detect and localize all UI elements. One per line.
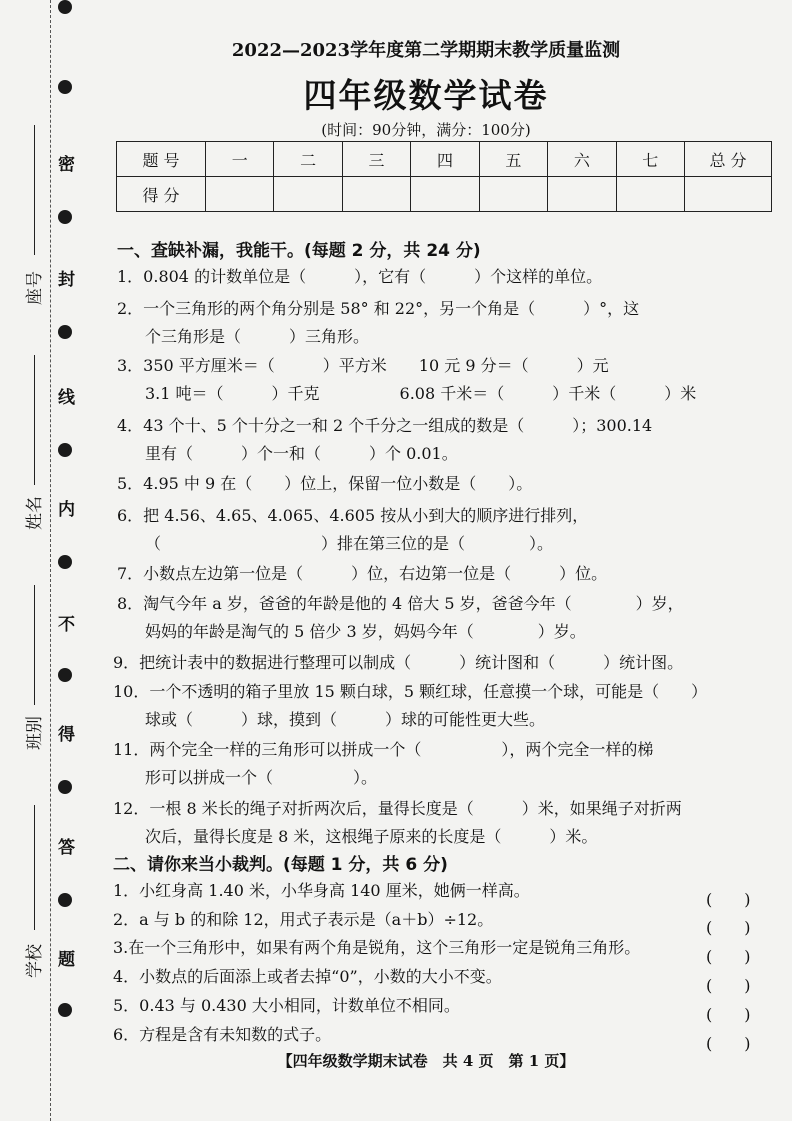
time-info: (时间：90分钟，满分：100分): [321, 121, 531, 139]
seal-char: 不: [58, 615, 75, 635]
question-line: 7．小数点左边第一位是（ ）位，右边第一位是（ ）位。: [117, 564, 608, 583]
seal-char: 答: [58, 838, 75, 858]
question-line: 8．淘气今年 a 岁，爸爸的年龄是他的 4 倍大 5 岁，爸爸今年（ ）岁，: [117, 594, 684, 613]
answer-parens[interactable]: ( ): [706, 976, 751, 995]
seal-char: 题: [58, 950, 75, 970]
seal-char: 密: [58, 155, 75, 175]
score-table-header: 一: [206, 142, 274, 177]
score-cell[interactable]: [411, 177, 479, 212]
score-table-header: 题 号: [117, 142, 206, 177]
score-cell[interactable]: [274, 177, 342, 212]
judge-item: 4．小数点的后面添上或者去掉“0”，小数的大小不变。: [113, 967, 502, 986]
question-line: 10．一个不透明的箱子里放 15 颗白球，5 颗红球，任意摸一个球，可能是（ ）: [113, 682, 708, 701]
seal-char: 线: [58, 388, 75, 408]
score-table-header: 二: [274, 142, 342, 177]
seat-number-label: 座号: [25, 271, 45, 305]
judge-item: 2．a 与 b 的和除 12，用式子表示是（a＋b）÷12。: [113, 910, 494, 929]
seal-char: 封: [58, 270, 75, 290]
question-line: 次后，量得长度是 8 米，这根绳子原来的长度是（ ）米。: [145, 827, 598, 846]
punch-hole: [58, 668, 72, 682]
question-line: 4．43 个十、5 个十分之一和 2 个千分之一组成的数是（ ）；300.14: [117, 416, 653, 435]
class-label: 班别: [25, 716, 45, 750]
section-1-title: 一、查缺补漏，我能干。(每题 2 分，共 24 分): [117, 241, 481, 261]
page-footer: 【四年级数学期末试卷 共 4 页 第 1 页】: [277, 1052, 575, 1070]
school-label: 学校: [25, 944, 45, 978]
question-line: （ ）排在第三位的是（ ）。: [145, 534, 554, 553]
punch-hole: [58, 555, 72, 569]
answer-parens[interactable]: ( ): [706, 918, 751, 937]
judge-item: 1．小红身高 1.40 米，小华身高 140 厘米，她俩一样高。: [113, 881, 530, 900]
score-cell[interactable]: [206, 177, 274, 212]
question-line: 里有（ ）个一和（ ）个 0.01。: [145, 444, 458, 463]
name-line: [34, 355, 35, 485]
score-cell[interactable]: [479, 177, 547, 212]
class-line: [34, 585, 35, 705]
seal-dashed-line: [50, 0, 51, 1121]
question-line: 5．4.95 中 9 在（ ）位上，保留一位小数是（ ）。: [117, 474, 533, 493]
question-line: 6．把 4.56、4.65、4.065、4.605 按从小到大的顺序进行排列，: [117, 506, 589, 525]
score-table-header: 总 分: [685, 142, 772, 177]
question-line: 个三角形是（ ）三角形。: [145, 327, 370, 346]
score-cell[interactable]: [685, 177, 772, 212]
exam-title: 四年级数学试卷: [303, 76, 549, 115]
seal-char: 得: [58, 725, 75, 745]
judge-item: 3.在一个三角形中，如果有两个角是锐角，这个三角形一定是锐角三角形。: [113, 938, 641, 957]
question-line: 球或（ ）球，摸到（ ）球的可能性更大些。: [145, 710, 546, 729]
judge-item: 5．0.43 与 0.430 大小相同，计数单位不相同。: [113, 996, 460, 1015]
question-line: 2．一个三角形的两个角分别是 58° 和 22°，另一个角是（ ）°，这: [117, 299, 640, 318]
punch-hole: [58, 1003, 72, 1017]
score-table-header: 六: [548, 142, 616, 177]
question-line: 1．0.804 的计数单位是（ ），它有（ ）个这样的单位。: [117, 267, 603, 286]
punch-hole: [58, 0, 72, 14]
seat-number-line: [34, 125, 35, 255]
question-line: 形可以拼成一个（ ）。: [145, 768, 378, 787]
punch-hole: [58, 893, 72, 907]
score-table-header: 三: [342, 142, 410, 177]
punch-hole: [58, 325, 72, 339]
score-table-header: 五: [479, 142, 547, 177]
score-cell[interactable]: [548, 177, 616, 212]
score-row-label: 得 分: [117, 177, 206, 212]
punch-hole: [58, 780, 72, 794]
exam-term-title: 2022—2023学年度第二学期期末教学质量监测: [231, 40, 621, 61]
score-table-score-row: [117, 177, 772, 212]
question-line: 12．一根 8 米长的绳子对折两次后，量得长度是（ ）米，如果绳子对折两: [113, 799, 682, 818]
score-cell[interactable]: [342, 177, 410, 212]
answer-parens[interactable]: ( ): [706, 1034, 751, 1053]
score-table: [116, 141, 772, 212]
punch-hole: [58, 443, 72, 457]
question-line: 3．350 平方厘米＝（ ）平方米 10 元 9 分＝（ ）元: [117, 356, 609, 375]
seal-char: 内: [58, 500, 75, 520]
score-table-header: 七: [616, 142, 684, 177]
answer-parens[interactable]: ( ): [706, 947, 751, 966]
score-cell[interactable]: [616, 177, 684, 212]
answer-parens[interactable]: ( ): [706, 890, 751, 909]
name-label: 姓名: [25, 496, 45, 530]
score-table-header-row: [117, 142, 772, 177]
question-line: 9．把统计表中的数据进行整理可以制成（ ）统计图和（ ）统计图。: [113, 653, 684, 672]
school-line: [34, 805, 35, 930]
question-line: 妈妈的年龄是淘气的 5 倍少 3 岁，妈妈今年（ ）岁。: [145, 622, 586, 641]
judge-item: 6．方程是含有未知数的式子。: [113, 1025, 332, 1044]
answer-parens[interactable]: ( ): [706, 1005, 751, 1024]
score-table-header: 四: [411, 142, 479, 177]
section-2-title: 二、请你来当小裁判。(每题 1 分，共 6 分): [113, 855, 448, 875]
question-line: 11．两个完全一样的三角形可以拼成一个（ ），两个完全一样的梯: [113, 740, 654, 759]
question-line: 3.1 吨＝（ ）千克 6.08 千米＝（ ）千米（ ）米: [145, 384, 697, 403]
punch-hole: [58, 210, 72, 224]
